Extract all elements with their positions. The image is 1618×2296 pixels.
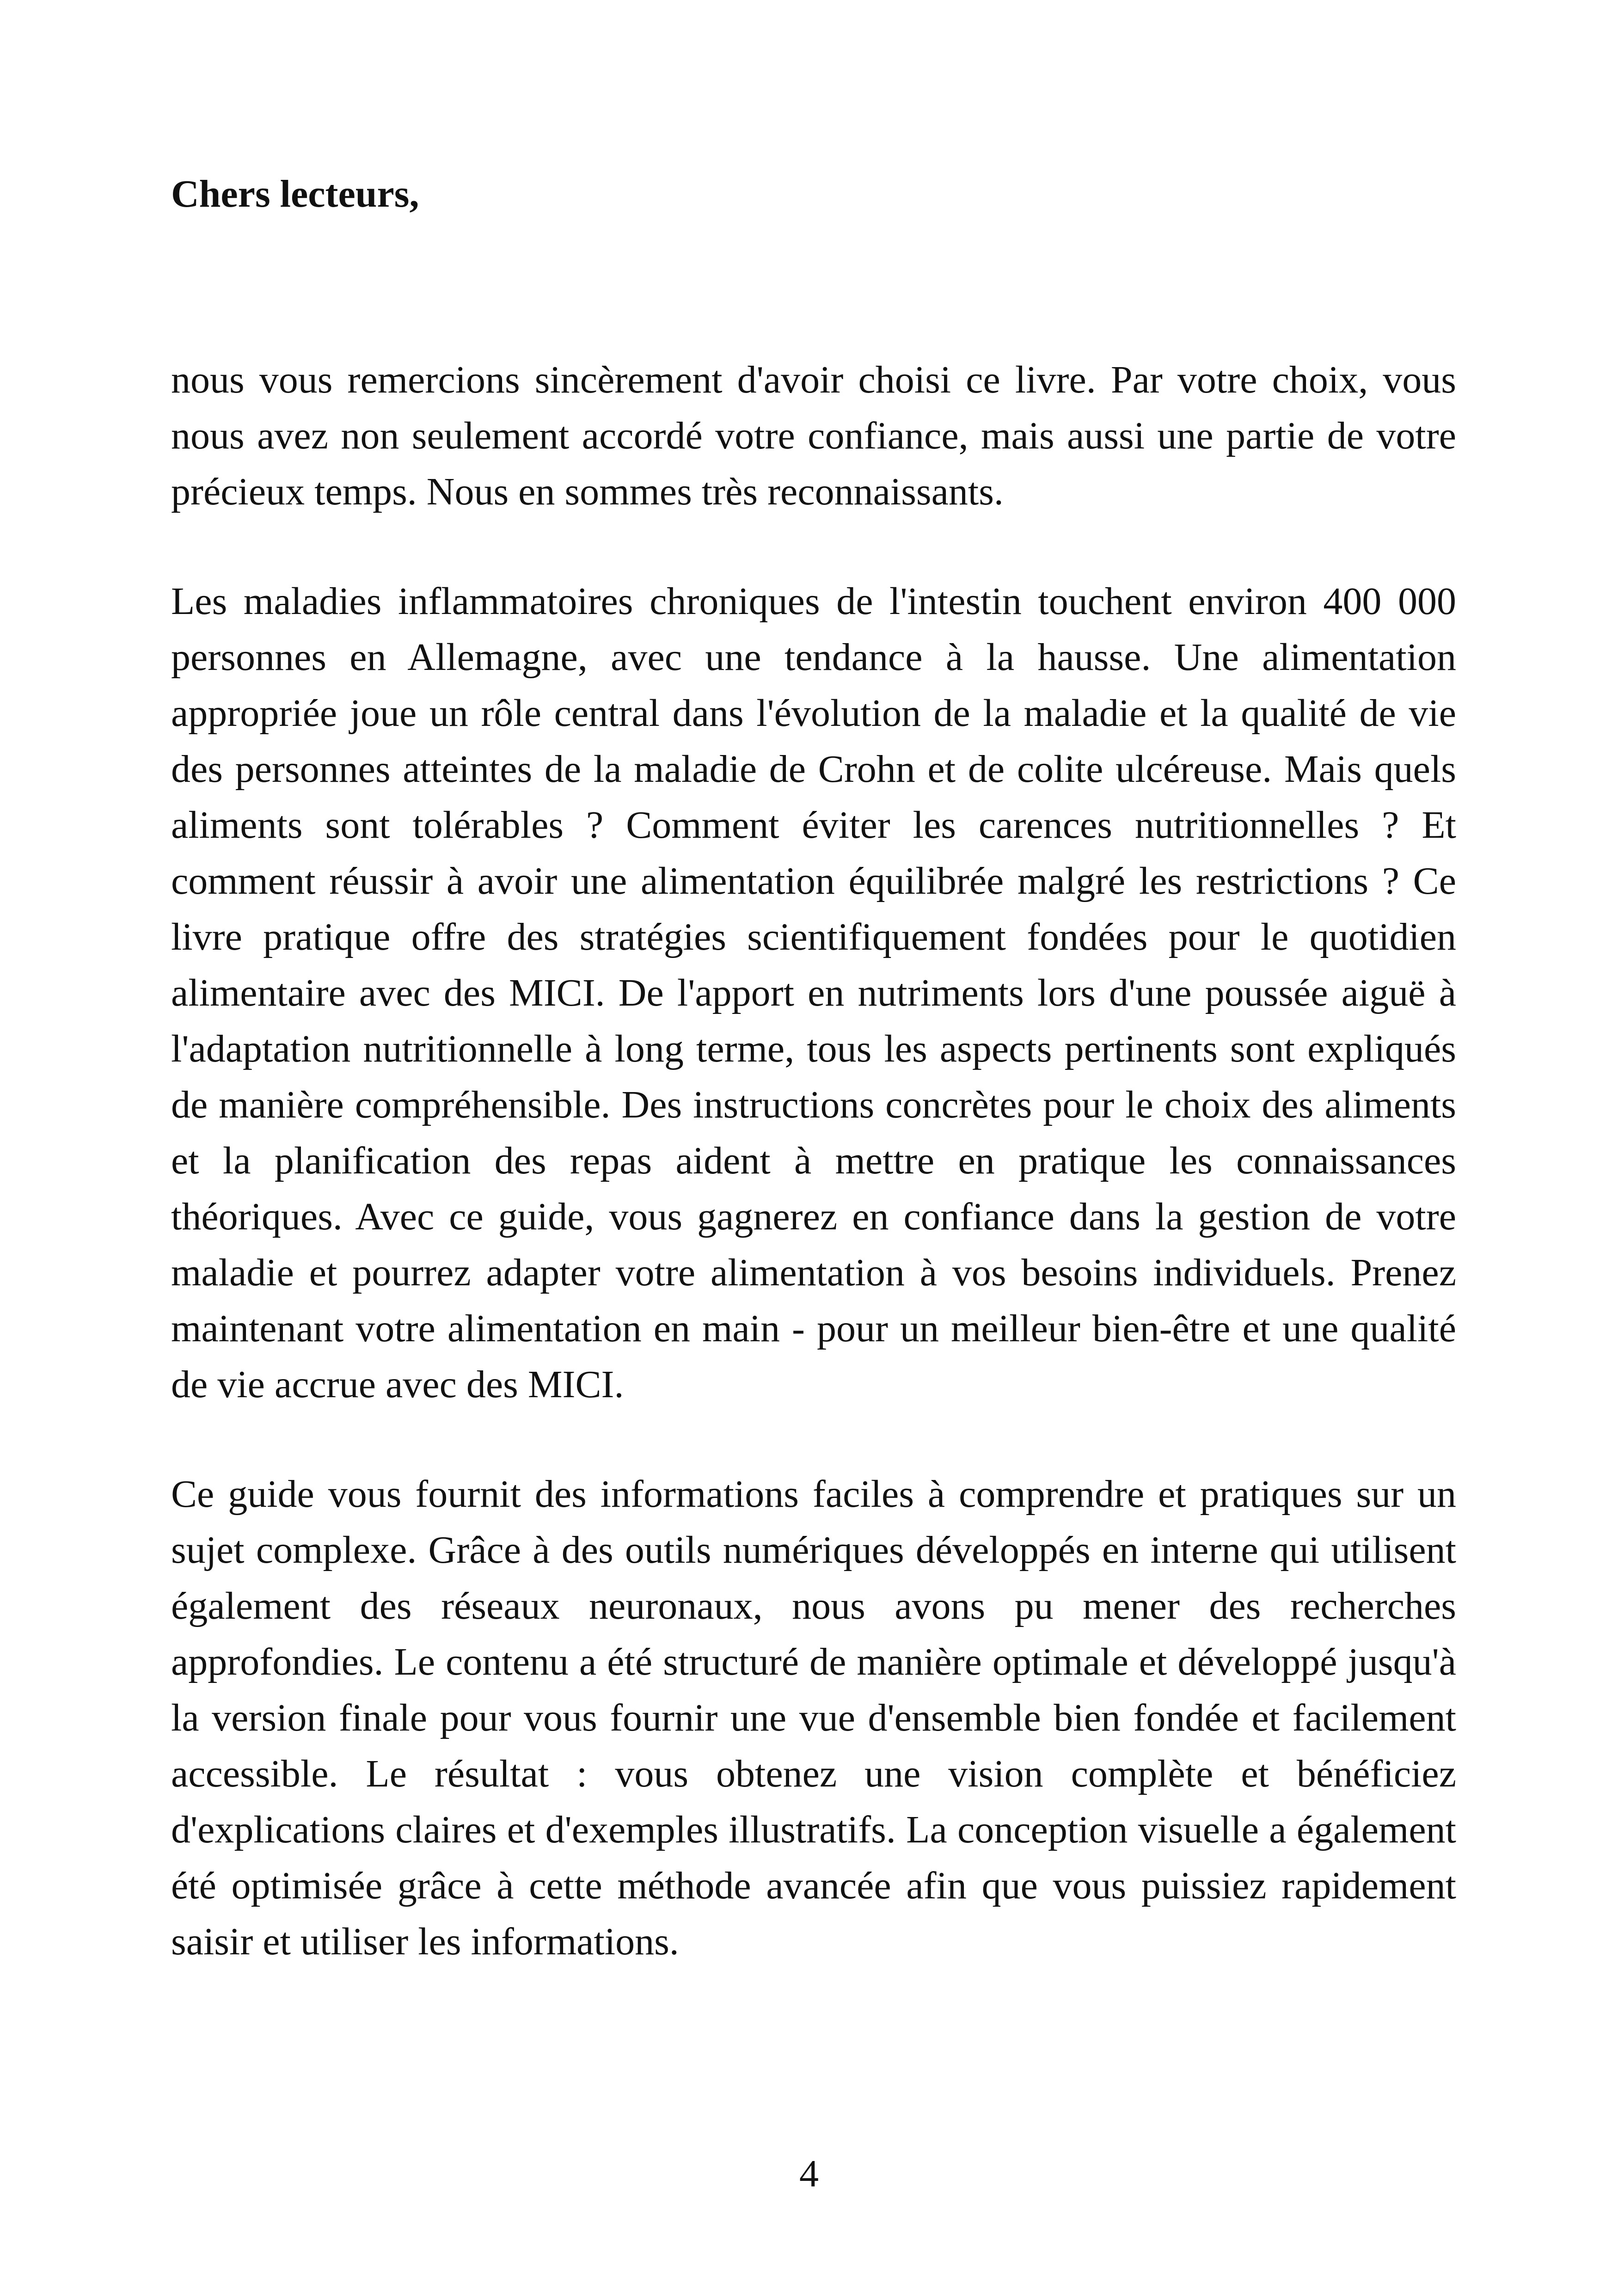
paragraph-guide-method: Ce guide vous fournit des informations faciles à comprendre et pratiques sur un sujet complexe. Grâce à des outils numériques développés en interne qui utilisent également des réseaux neuronaux, nous avons pu mener des recherches approfondies. Le contenu a été structuré de manière optimale et développé jusqu'à la version finale pour vous fournir une vue d'ensemble bien fondée et facilement accessible. Le résultat : vous obtenez une vision complète et bénéficiez d'explications claires et d'exemples illustratifs. La conception visuelle a également été optimisée grâce à cette méthode avancée afin que vous puissiez rapidement saisir et utiliser les informations. xyxy=(171,1473,1456,1963)
paragraph-thanks: nous vous remercions sincèrement d'avoir choisi ce livre. Par votre choix, vous nous avez non seulement accordé votre confiance, mais aussi une partie de votre précieux temps. Nous en sommes très reconnaissants. xyxy=(171,358,1456,513)
paragraph-ibd-nutrition: Les maladies inflammatoires chroniques de l'intestin touchent environ 400 000 personnes en Allemagne, avec une tendance à la hausse. Une alimentation appropriée joue un rôle central dans l'évolution de la maladie et la qualité de vie des personnes atteintes de la maladie de Crohn et de colite ulcéreuse. Mais quels aliments sont tolérables ? Comment éviter les carences nutritionnelles ? Et comment réussir à avoir une alimentation équilibrée malgré les restrictions ? Ce livre pratique offre des stratégies scientifiquement fondées pour le quotidien alimentaire avec des MICI. De l'apport en nutriments lors d'une poussée aiguë à l'adaptation nutritionnelle à long terme, tous les aspects pertinents sont expliqués de manière compréhensible. Des instructions concrètes pour le choix des aliments et la planification des repas aident à mettre en pratique les connaissances théoriques. Avec ce guide, vous gagnerez en confiance dans la gestion de votre maladie et pourrez adapter votre alimentation à vos besoins individuels. Prenez maintenant votre alimentation en main - pour un meilleur bien-être et une qualité de vie accrue avec des MICI. xyxy=(171,580,1456,1406)
page-number: 4 xyxy=(799,2152,819,2195)
page-content xyxy=(171,166,1456,1970)
salutation-heading: Chers lecteurs, xyxy=(171,172,419,215)
